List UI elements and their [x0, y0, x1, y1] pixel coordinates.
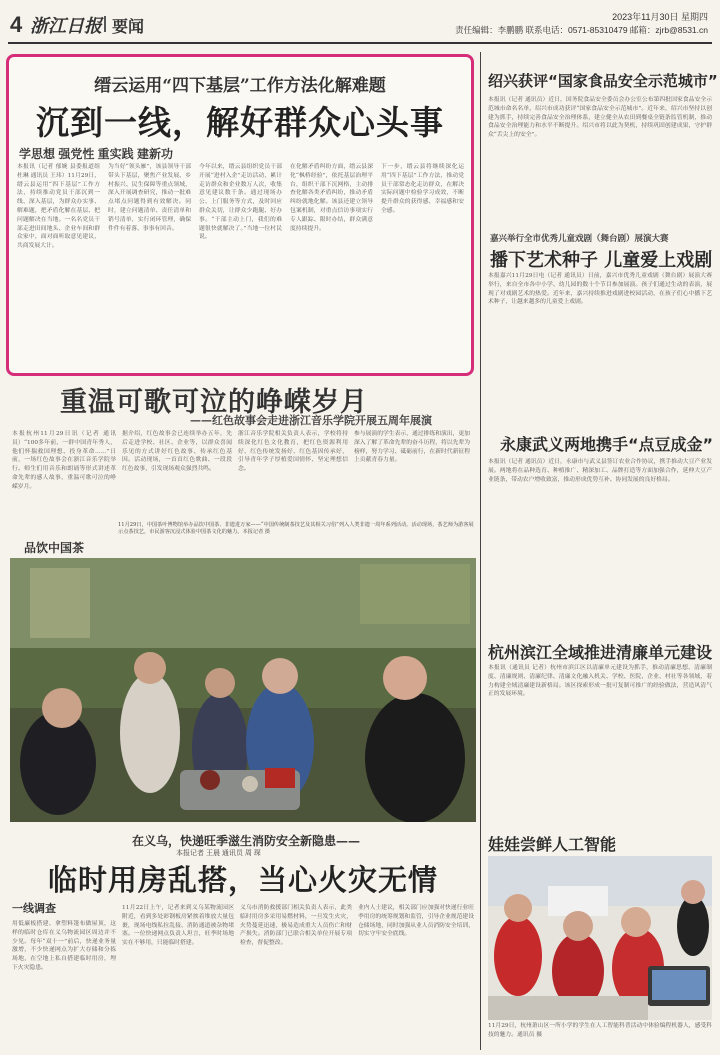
kids-ai-photo — [488, 856, 712, 1020]
top-story-headline: 沉到一线，解好群众心头事 — [36, 103, 444, 142]
editor-info: 责任编辑：李鹏鹏 联系电话：0571-85310479 邮箱：zjrb@8531.cn — [455, 25, 708, 35]
story3-headline: 临时用房乱搭，当心火灾无情 — [47, 863, 438, 897]
top-story-col-4: 在化解矛盾纠纷方面，缙云县深化“枫桥经验”，依托基层治理平台，组织干部下沉网格，主动排查化解各类矛盾纠纷，推动矛盾纠纷就地化解。该县还建立领导包案机制，对重点信访事项实行专人跟踪、限时办结，群众满意度持续提升。 — [290, 164, 373, 232]
masthead — [8, 4, 712, 44]
story3-section-label: 一线调查 — [12, 903, 56, 915]
paper-logo: 浙江日报 — [30, 16, 102, 37]
page-number: 4 — [10, 12, 23, 37]
right-story-b-text: 本报嘉兴11月29日电（记者 通讯员）日前，嘉兴市优秀儿童戏剧（舞台剧）展演大赛举行，来自全市各中小学、幼儿园的数十个节目参加展演。孩子们通过生动的表演，展现了对戏剧艺术的热爱。近年来，嘉兴持续推进戏剧进校园活动，在孩子们心中播下艺术种子，让越来越多的儿童爱上戏剧。 — [488, 273, 712, 306]
right-story-a-headline: 绍兴获评“国家食品安全示范城市” — [488, 72, 718, 90]
top-story-col-3: 今年以来，缙云县组织党员干部开展“进村入企”走访活动，累计走访群众和企业数万人次，收集意见建议数千条。通过现场办公、上门服务等方式，及时回应群众关切，让群众少跑腿、好办事。“干部主动上门，我们的难题很快就解决了。”当地一位村民说。 — [199, 164, 282, 241]
right-story-c-headline: 永康武义两地携手“点豆成金” — [500, 435, 714, 454]
top-story-article[interactable] — [6, 54, 474, 376]
photo-caption: 11月29日，中国茶叶博物馆举办品饮中国茶、非遗进万家——“中国传统制茶技艺及其相关习俗”列入人类非遗一周年系列活动。活动现场，茶艺师为游客展示点茶技艺，市民游客沉浸式体验中国茶文化的魅力。本报记者 摄 — [118, 522, 474, 536]
story2-subhead: ——红色故事会走进浙江音乐学院开展五周年展演 — [190, 414, 432, 427]
story3-col-3: 义乌市消防救援部门相关负责人表示，此类临时用房多采用易燃材料，一旦发生火灾，火势蔓延迅速，极易造成重大人员伤亡和财产损失。消防部门已联合相关单位开展专项检查，督促整改。 — [240, 905, 352, 947]
right-story-a-text: 本报讯（记者 通讯员）近日，国务院食品安全委员会办公室公布第四批国家食品安全示范城市命名名单，绍兴市成功获评“国家食品安全示范城市”。近年来，绍兴市坚持以创建为抓手，持续完善食品安全治理体系，建立健全从农田到餐桌全链条监管机制，推动食品安全治理能力和水平不断提升。绍兴市将以此为契机，持续巩固创建成果，守护群众“舌尖上的安全”。 — [488, 97, 712, 139]
right-story-b-kicker: 嘉兴举行全市优秀儿童戏剧（舞台剧）展演大赛 — [490, 234, 669, 244]
story3-kicker: 在义乌，快递旺季滋生消防安全新隐患—— — [132, 834, 361, 848]
masthead-divider — [104, 16, 106, 32]
tea-event-photo — [10, 558, 476, 822]
right-story-e-caption: 11月29日，杭州萧山区一所小学的学生在人工智能科普活动中体验编程机器人，感受科技的魅力。通讯员 摄 — [488, 1023, 712, 1038]
story3-col-1: 用低廉板搭建、拿塑料篷布做屋顶，这样的临时仓库在义乌物流园区周边并不少见。每年“双十一”前后，快递业务量激增，不少快递网点为扩大存储和分拣场地，在空地上私自搭建临时用房，埋下火灾隐患。 — [12, 921, 116, 971]
story3-col-2: 11月22日上午，记者来到义乌某物流园区附近，看到多处彩钢板房紧挨着堆放大量包裹，现场电线私拉乱接、消防通道被杂物堵塞。一位快递网点负责人坦言，旺季时场地实在不够用，只能临时搭建。 — [122, 905, 234, 947]
top-story-kicker: 缙云运用“四下基层”工作方法化解难题 — [94, 76, 386, 96]
story2-col-4: 参与展演的学生表示，通过排练和演出，更加深入了解了革命先辈的奋斗历程，将以先辈为榜样，努力学习、砥砺前行，在新时代新征程上贡献青春力量。 — [354, 431, 470, 464]
story2-col-1: 本报杭州11月29日讯（记者 通讯员）“100多年前，一群中国青年秀人，他们怀揣救国理想、投身革命……”日前，一场红色故事会在浙江音乐学院举行。师生们用音乐和朗诵等形式讲述革命先辈的感人故事，重温可歌可泣的峥嵘岁月。 — [12, 431, 116, 490]
photo-section-label: 品饮中国茶 — [24, 541, 85, 555]
story2-headline: 重温可歌可泣的峥嵘岁月 — [60, 387, 368, 418]
issue-date: 2023年11月30日 星期四 — [612, 12, 708, 22]
top-story-col-5: 下一步，缙云县将继续深化运用“四下基层”工作方法，推动党员干部常态化走访群众，在解决实际问题中检验学习成效，不断提升群众的获得感、幸福感和安全感。 — [381, 164, 464, 214]
right-story-d-text: 本报讯（通讯员 记者）杭州市滨江区以清廉单元建设为抓手，推动清廉思想、清廉制度、清廉规则、清廉纪律、清廉文化融入机关、学校、医院、企业、村社等各领域，着力构建全域清廉建设新格局。该区探索形成一批可复制可推广的经验做法，营造风清气正的发展环境。 — [488, 665, 712, 698]
tea-photo-illustration — [10, 558, 476, 822]
section-name: 要闻 — [112, 19, 145, 36]
right-story-d-headline: 杭州滨江全域推进清廉单元建设 — [488, 643, 713, 662]
story3-col-4: 业内人士建议，相关部门应加强对快递行业旺季用房的统筹规划和监管，引导企业规范建设仓储场地，同时加强从业人员消防安全培训，切实守牢安全底线。 — [358, 905, 474, 938]
story2-col-3: 浙江音乐学院相关负责人表示，学校将持续深化红色文化教育，把红色资源利用好、红色传统发扬好、红色基因传承好，引导青年学子厚植爱国情怀、坚定理想信念。 — [238, 431, 348, 473]
story3-byline: 本报记者 王晨 通讯员 周 琛 — [176, 850, 261, 857]
top-story-col-1: 本报讯（记者 郁婉 县委报道组 杜琳 通讯员 王玮）11月29日，缙云县运用“四下基层”工作方法，持续推动党员干部沉到一线、深入基层，为群众办实事、解难题，把矛盾化解在基层、把问题解决在当地。一名名党员干部走进田间地头、企业车间和群众家中，面对面听取意见建议，共商发展大计。 — [17, 164, 100, 250]
think-section-label: 学思想 强党性 重实践 建新功 — [19, 147, 174, 161]
right-story-b-headline: 播下艺术种子 儿童爱上戏剧 — [490, 250, 713, 271]
column-rule — [480, 52, 481, 1050]
story2-col-2: 据介绍，红色故事会已连续举办五年，先后走进学校、社区、企业等，以群众喜闻乐见的方式讲好红色故事、传承红色基因。活动现场，一首首红色歌曲、一段段红色故事，引发现场观众强烈共鸣。 — [122, 431, 232, 473]
top-story-col-2: 为当好“领头雁”，该县领导干部带头下基层，聚焦产业发展、乡村振兴、民生保障等重点领域，深入开展调查研究，推动一批难点堵点问题得到有效解决。同时，建立问题清单、责任清单和销号清单，实行闭环管理，确保件件有着落、事事有回音。 — [108, 164, 191, 232]
right-story-e-headline: 娃娃尝鲜人工智能 — [488, 835, 617, 854]
kids-ai-illustration — [488, 856, 712, 1020]
right-story-c-text: 本报讯（记者 通讯员）近日，永康市与武义县签订农业合作协议，携手推动大豆产业发展。两地将在品种选育、种植推广、精深加工、品牌打造等方面加强合作，延伸大豆产业链条，带动农户增收致富，推动形成优势互补、协同发展的良好格局。 — [488, 459, 712, 483]
